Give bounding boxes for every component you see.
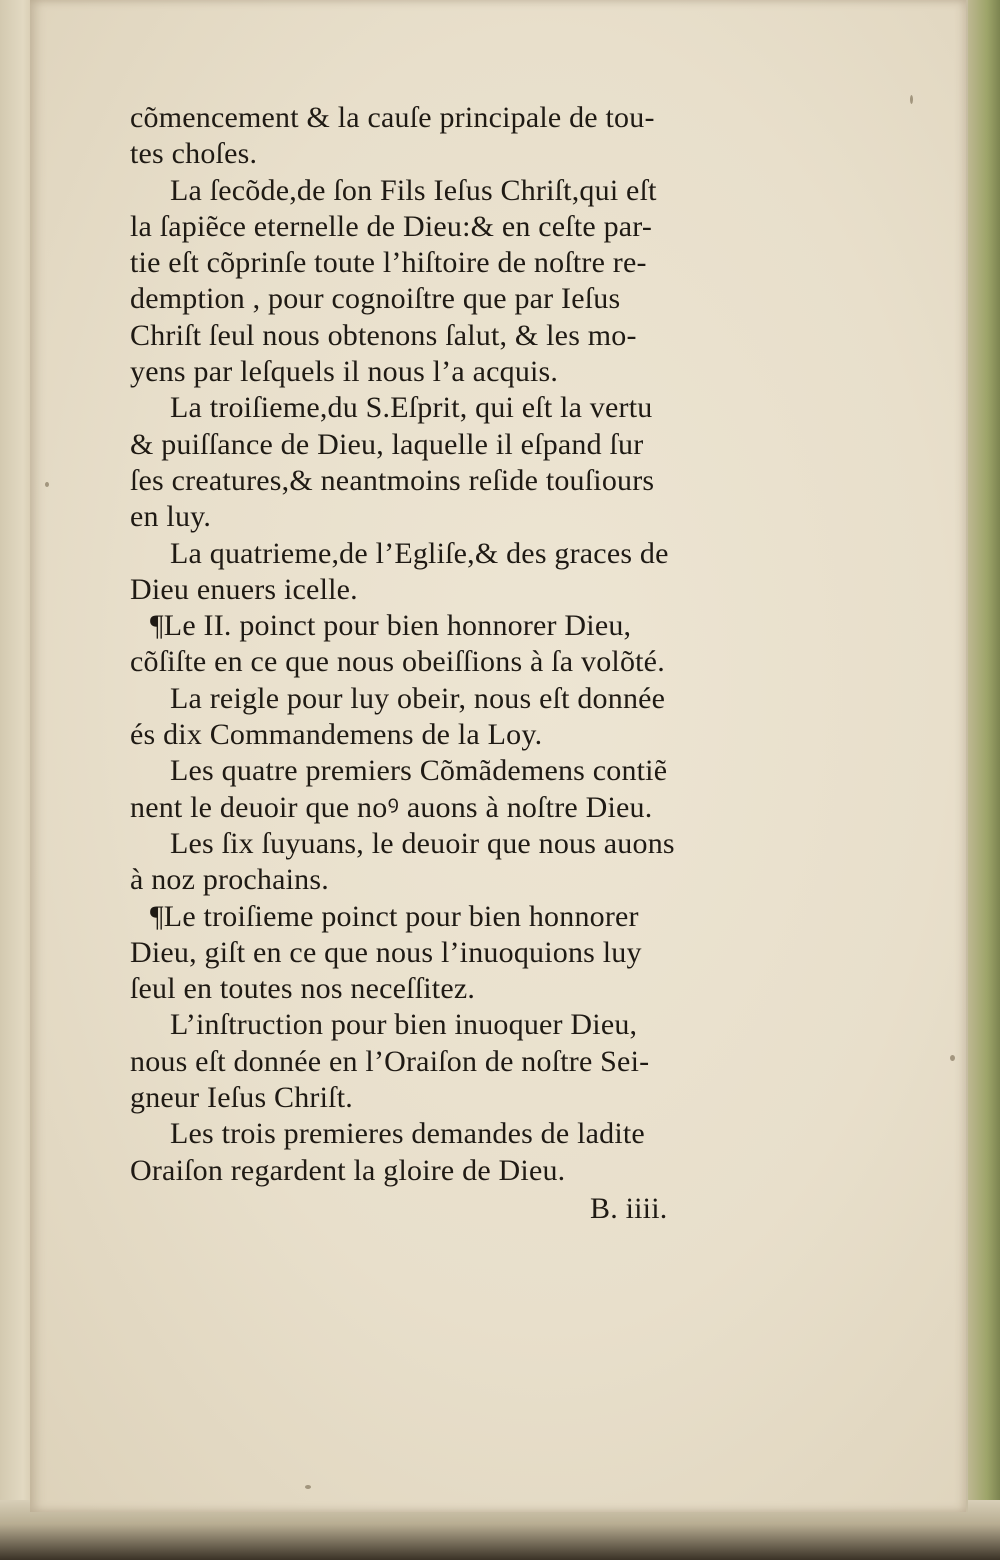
text-line: ¶Le II. poinct pour bien honnorer Dieu, [150, 609, 632, 643]
text-line: tes choſes. [130, 137, 258, 171]
text-line: Dieu enuers icelle. [130, 572, 358, 606]
text-line: ¶Le troiſieme poinct pour bien honnorer [150, 899, 639, 933]
text-line: tie eſt cõprinſe toute l’hiſtoire de noſtre re- [130, 246, 647, 280]
text-line: cõmencement & la cauſe principale de tou- [130, 101, 655, 134]
text-line: Dieu, giſt en ce que nous l’inuoquions luy [130, 935, 642, 969]
text-line: Chriſt ſeul nous obtenons ſalut, & les mo- [130, 318, 637, 352]
paper-speck [910, 95, 913, 104]
signature-mark: B. iiii. [590, 1191, 668, 1225]
text-line: L’inſtruction pour bien inuoquer Dieu, [170, 1008, 638, 1042]
text-line: à noz prochains. [130, 863, 329, 897]
text-line: gneur Ieſus Chriſt. [130, 1081, 353, 1115]
text-line: cõſiſte en ce que nous obeiſſions à ſa volõté. [130, 645, 665, 679]
text-line: és dix Commandemens de la Loy. [130, 718, 543, 752]
paper-speck [45, 482, 49, 487]
page-text [130, 100, 790, 1227]
text-line: en luy. [130, 500, 212, 534]
text-line: nous eſt donnée en l’Oraiſon de noſtre Sei- [130, 1044, 650, 1078]
text-line: La troiſieme,du S.Eſprit, qui eſt la vertu [170, 391, 653, 425]
text-line: Les trois premieres demandes de ladite [170, 1117, 645, 1151]
text-line: ſes creatures,& neantmoins reſide touſiours [130, 463, 655, 497]
text-line: yens par leſquels il nous l’a acquis. [130, 355, 559, 389]
text-line: & puiſſance de Dieu, laquelle il eſpand ſur [130, 427, 644, 461]
text-line: Les ſix ſuyuans, le deuoir que nous auons [170, 826, 675, 860]
text-line: La reigle pour luy obeir, nous eſt donnée [170, 681, 666, 715]
text-line: La ſecõde,de ſon Fils Ieſus Chriſt,qui eſt [170, 173, 657, 207]
text-line: Oraiſon regardent la gloire de Dieu. [130, 1153, 566, 1187]
paper-speck [950, 1055, 955, 1061]
text-line: la ſapiẽce eternelle de Dieu:& en ceſte par- [130, 209, 653, 243]
text-line: nent le deuoir que noꝰ auons à noſtre Dieu. [130, 790, 653, 824]
text-line: ſeul en toutes nos neceſſitez. [130, 972, 476, 1006]
text-line: Les quatre premiers Cõmãdemens contiẽ [170, 754, 668, 788]
text-line: La quatrieme,de l’Egliſe,& des graces de [170, 536, 669, 570]
text-line: demption , pour cognoiſtre que par Ieſus [130, 282, 621, 316]
paper-speck [305, 1485, 311, 1489]
